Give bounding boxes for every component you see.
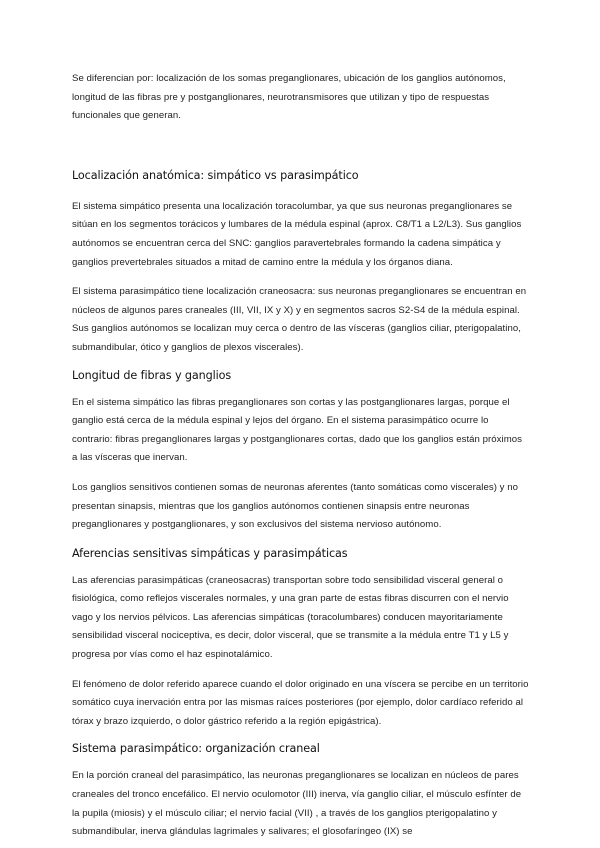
section-heading-longitud: Longitud de fibras y ganglios: [72, 368, 232, 382]
section-heading-parasimpatico-craneal: Sistema parasimpático: organización craneal: [72, 742, 320, 756]
body-paragraph: Los ganglios sensitivos contienen somas de neuronas aferentes (tanto somáticas como viscerales) y no presentan sinapsis, mientras que los ganglios autónomos contienen sinapsis entre neuronas preganglionares y postganglionares, y son exclusivos del sistema nervioso autónomo.: [72, 481, 519, 531]
intro-paragraph: Se diferencian por: localización de los somas preganglionares, ubicación de los ganglios autónomos, longitud de las fibras pre y postganglionares, neurotransmisores que utilizan y tipo de respuestas funcionales que generan.: [72, 73, 506, 122]
body-paragraph: En la porción craneal del parasimpático, las neuronas preganglionares se localizan en núcleos de pares craneales del tronco encefálico. El nervio oculomotor (III) inerva, vía ganglio ciliar, el músculo esfínter de la pupila (miosis) y el músculo ciliar; el nervio facial (VII) , a través de los ganglios pterigopalatino y submandibular, inerva glándulas lagrimales y salivares; el glosofaríngeo (IX) se: [72, 770, 522, 838]
section-heading-localizacion: Localización anatómica: simpático vs parasimpático: [72, 168, 359, 182]
body-paragraph: El fenómeno de dolor referido aparece cuando el dolor originado en una víscera se percibe en un territorio somático cuya inervación entra por las mismas raíces posteriores (por ejemplo, dolor cardíaco referido al tórax y brazo izquierdo, o dolor gástrico referido a la región epigástrica).: [72, 678, 529, 727]
body-paragraph: El sistema simpático presenta una localización toracolumbar, ya que sus neuronas preganglionares se sitúan en los segmentos torácicos y lumbares de la médula espinal (aprox. C8/T1 a L2/L3). Sus ganglios autónomos se encuentran cerca del SNC: ganglios paravertebrales formando la cadena simpática y ganglios prevertebrales situados a mitad de camino entre la médula y los órganos diana.: [72, 200, 522, 268]
body-paragraph: Las aferencias parasimpáticas (craneosacras) transportan sobre todo sensibilidad visceral general o fisiológica, como reflejos viscerales normales, y una gran parte de estas fibras discurren con el nervio vago y los nervios pélvicos. Las aferencias simpáticas (toracolumbares) conducen mayoritariamente sensibilidad visceral nociceptiva, es decir, dolor visceral, que se transmite a la médula entre T1 y L5 y progresa por vías como el haz espinotalámico.: [72, 574, 509, 661]
section-heading-aferencias: Aferencias sensitivas simpáticas y parasimpáticas: [72, 546, 348, 560]
body-paragraph: En el sistema simpático las fibras preganglionares son cortas y las postganglionares largas, porque el ganglio está cerca de la médula espinal y lejos del órgano. En el sistema parasimpático ocurre lo contrario: fibras preganglionares largas y postganglionares cortas, dado que los ganglios están próximos a las vísceras que inervan.: [72, 396, 522, 464]
body-paragraph: El sistema parasimpático tiene localización craneosacra: sus neuronas preganglionares se encuentran en núcleos de algunos pares craneales (III, VII, IX y X) y en segmentos sacros S2-S4 de la médula espinal. Sus ganglios autónomos se localizan muy cerca o dentro de las vísceras (ganglios ciliar, pterigopalatino, submandibular, ótico y ganglios de plexos viscerales).: [72, 286, 527, 353]
